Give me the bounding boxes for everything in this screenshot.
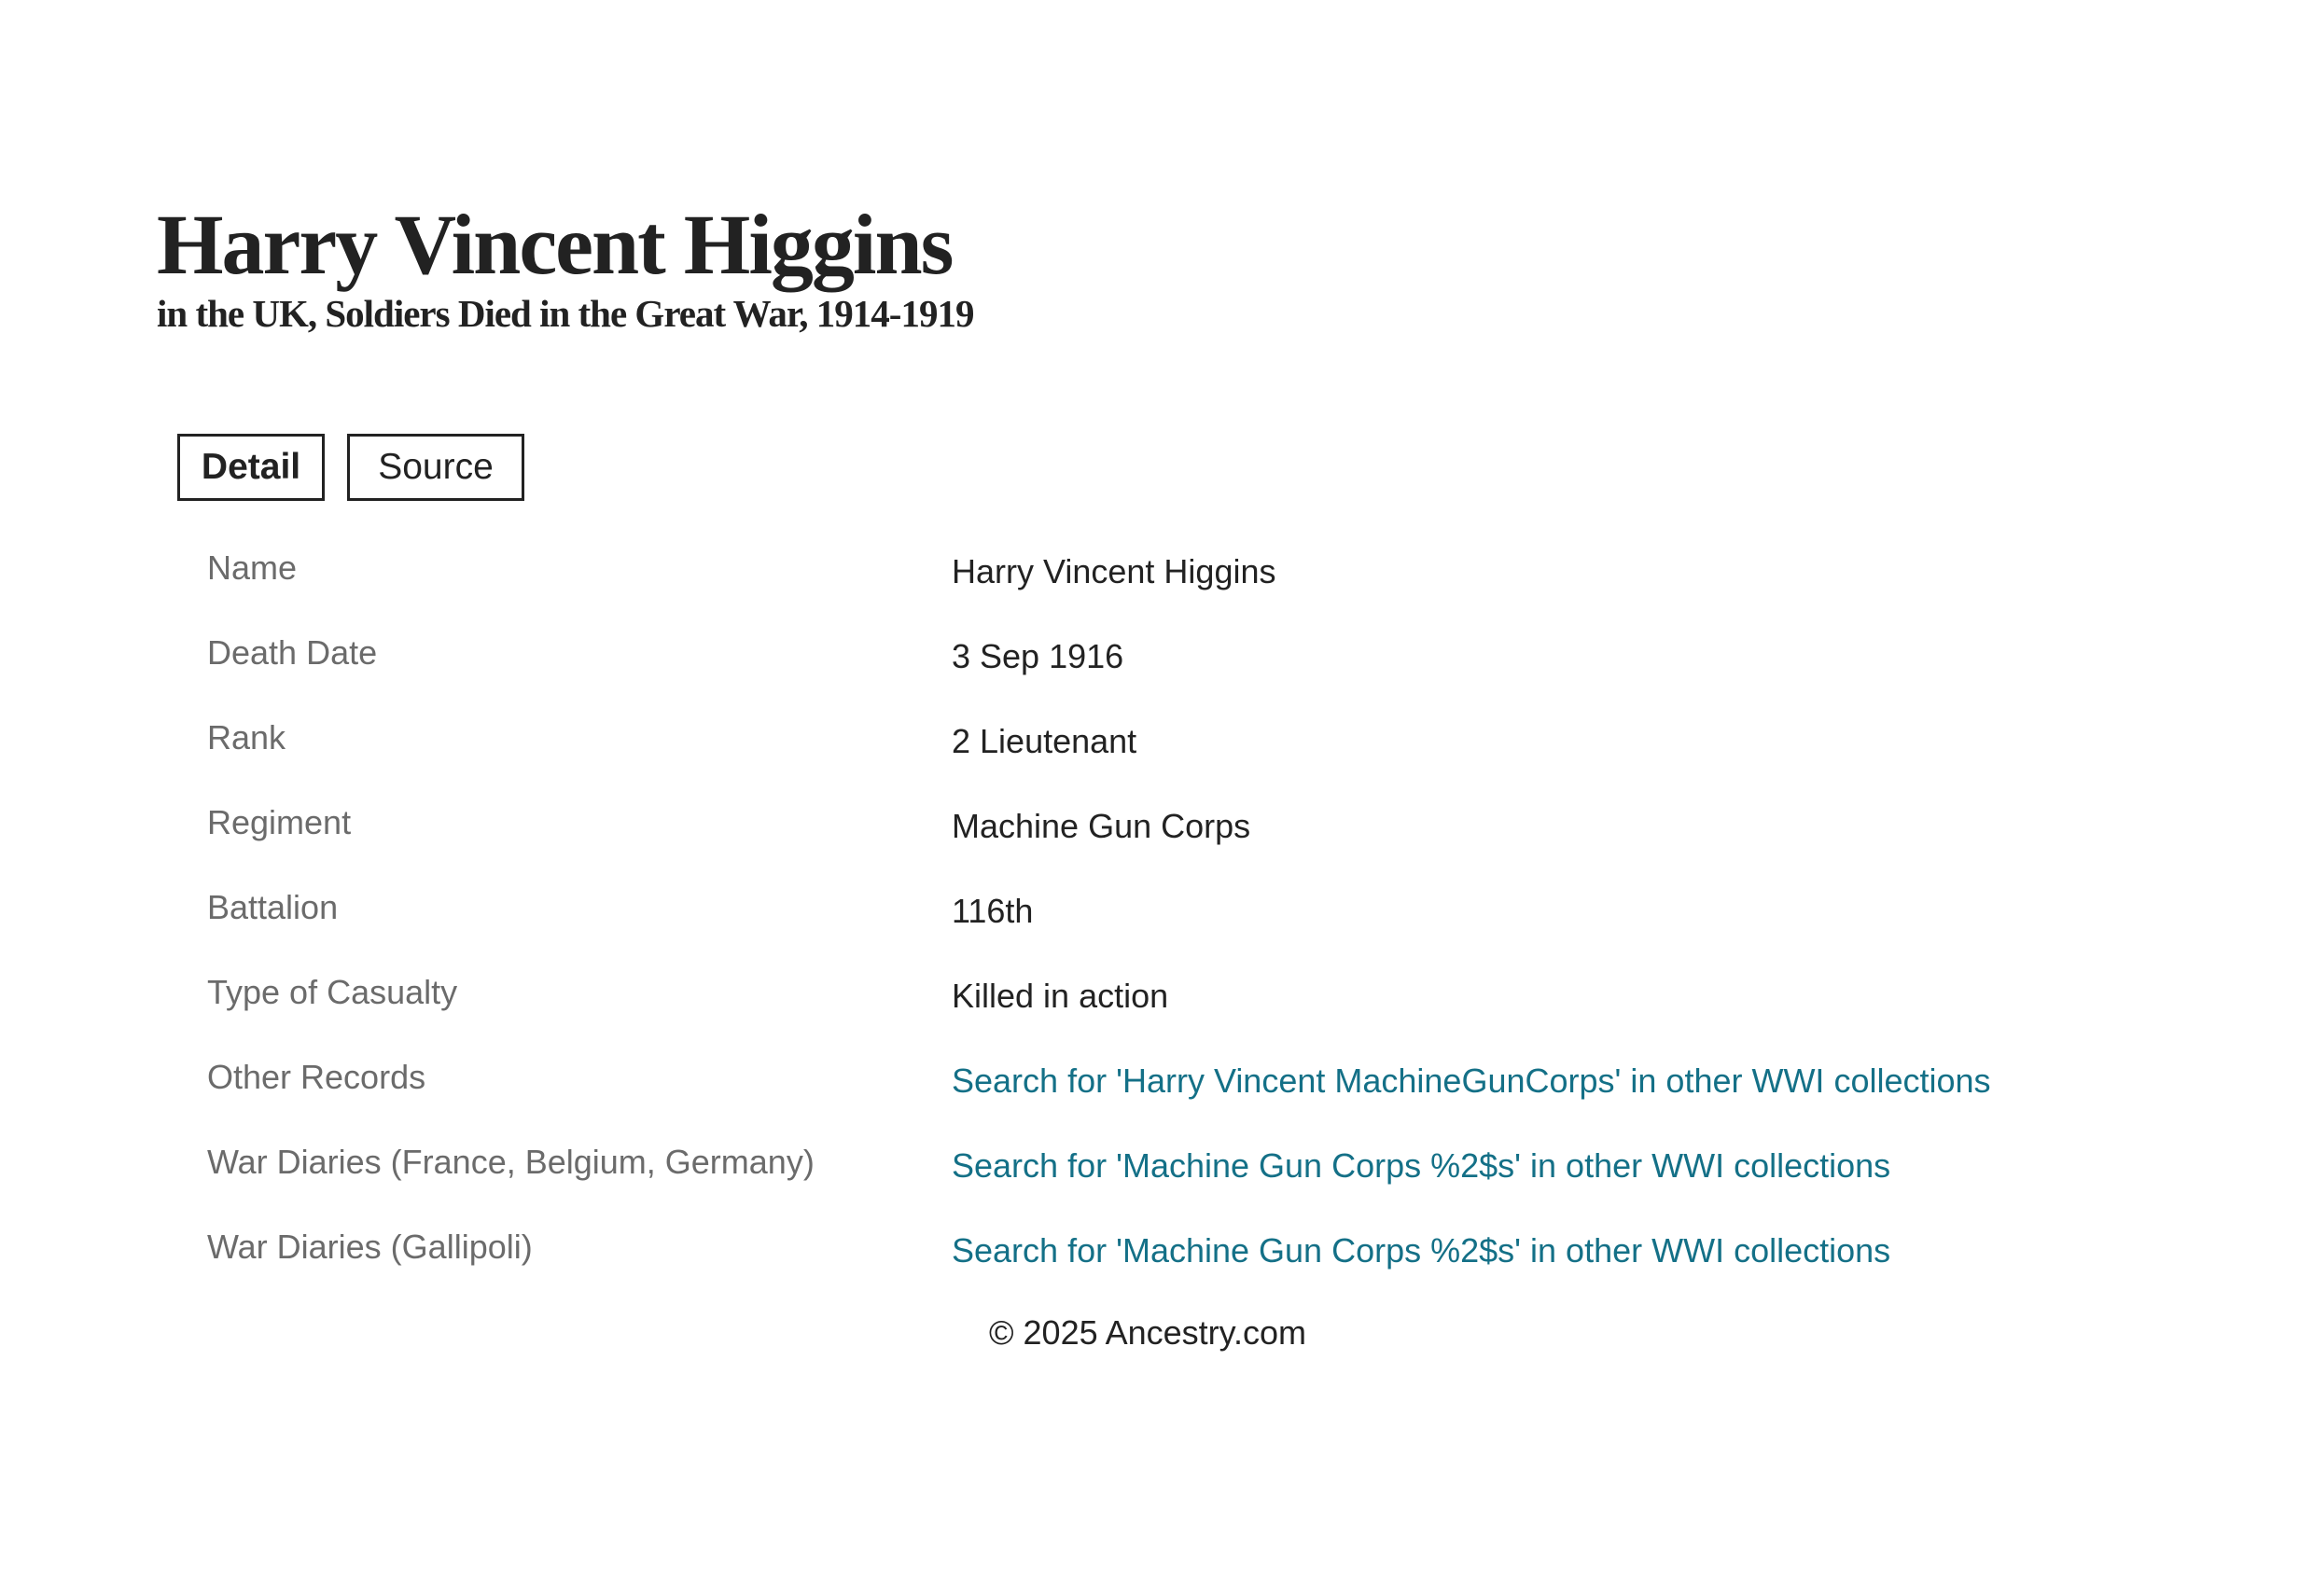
record-value: 2 Lieutenant [952, 722, 1137, 760]
copyright-footer: © 2025 Ancestry.com [989, 1313, 1307, 1352]
record-row-other-records [207, 1053, 2167, 1138]
other-records-search-link[interactable]: Search for 'Harry Vincent MachineGunCorps' in other WWI collections [952, 1062, 1991, 1100]
record-row-battalion [207, 883, 2167, 968]
record-label: War Diaries (France, Belgium, Germany) [207, 1143, 815, 1181]
record-label: Other Records [207, 1058, 426, 1096]
war-diaries-gallipoli-search-link[interactable]: Search for 'Machine Gun Corps %2$s' in other WWI collections [952, 1231, 1891, 1270]
record-label: War Diaries (Gallipoli) [207, 1228, 533, 1266]
record-label: Name [207, 548, 298, 587]
record-label: Death Date [207, 633, 378, 672]
record-value: 116th [952, 892, 1034, 930]
record-label: Type of Casualty [207, 973, 458, 1011]
record-row-war-diaries-gallipoli [207, 1223, 2167, 1308]
war-diaries-france-search-link[interactable]: Search for 'Machine Gun Corps %2$s' in other WWI collections [952, 1146, 1891, 1185]
collection-subtitle: in the UK, Soldiers Died in the Great War, 1914-1919 [157, 292, 974, 335]
page-title: Harry Vincent Higgins [157, 197, 953, 292]
record-details-table [207, 544, 2167, 1308]
record-label: Rank [207, 718, 286, 756]
record-row-regiment [207, 798, 2167, 883]
tab-detail[interactable]: Detail [177, 434, 325, 501]
record-header [157, 198, 1463, 336]
record-row-casualty-type [207, 968, 2167, 1053]
record-tabs [177, 434, 524, 501]
record-row-rank [207, 714, 2167, 798]
tab-source[interactable]: Source [347, 434, 524, 501]
record-label: Regiment [207, 803, 352, 841]
record-value: Killed in action [952, 977, 1169, 1015]
record-row-name [207, 544, 2167, 629]
record-row-death-date [207, 629, 2167, 714]
record-value: 3 Sep 1916 [952, 637, 1124, 675]
record-label: Battalion [207, 888, 339, 926]
record-value: Machine Gun Corps [952, 807, 1251, 845]
record-value: Harry Vincent Higgins [952, 552, 1276, 590]
record-row-war-diaries-france [207, 1138, 2167, 1223]
